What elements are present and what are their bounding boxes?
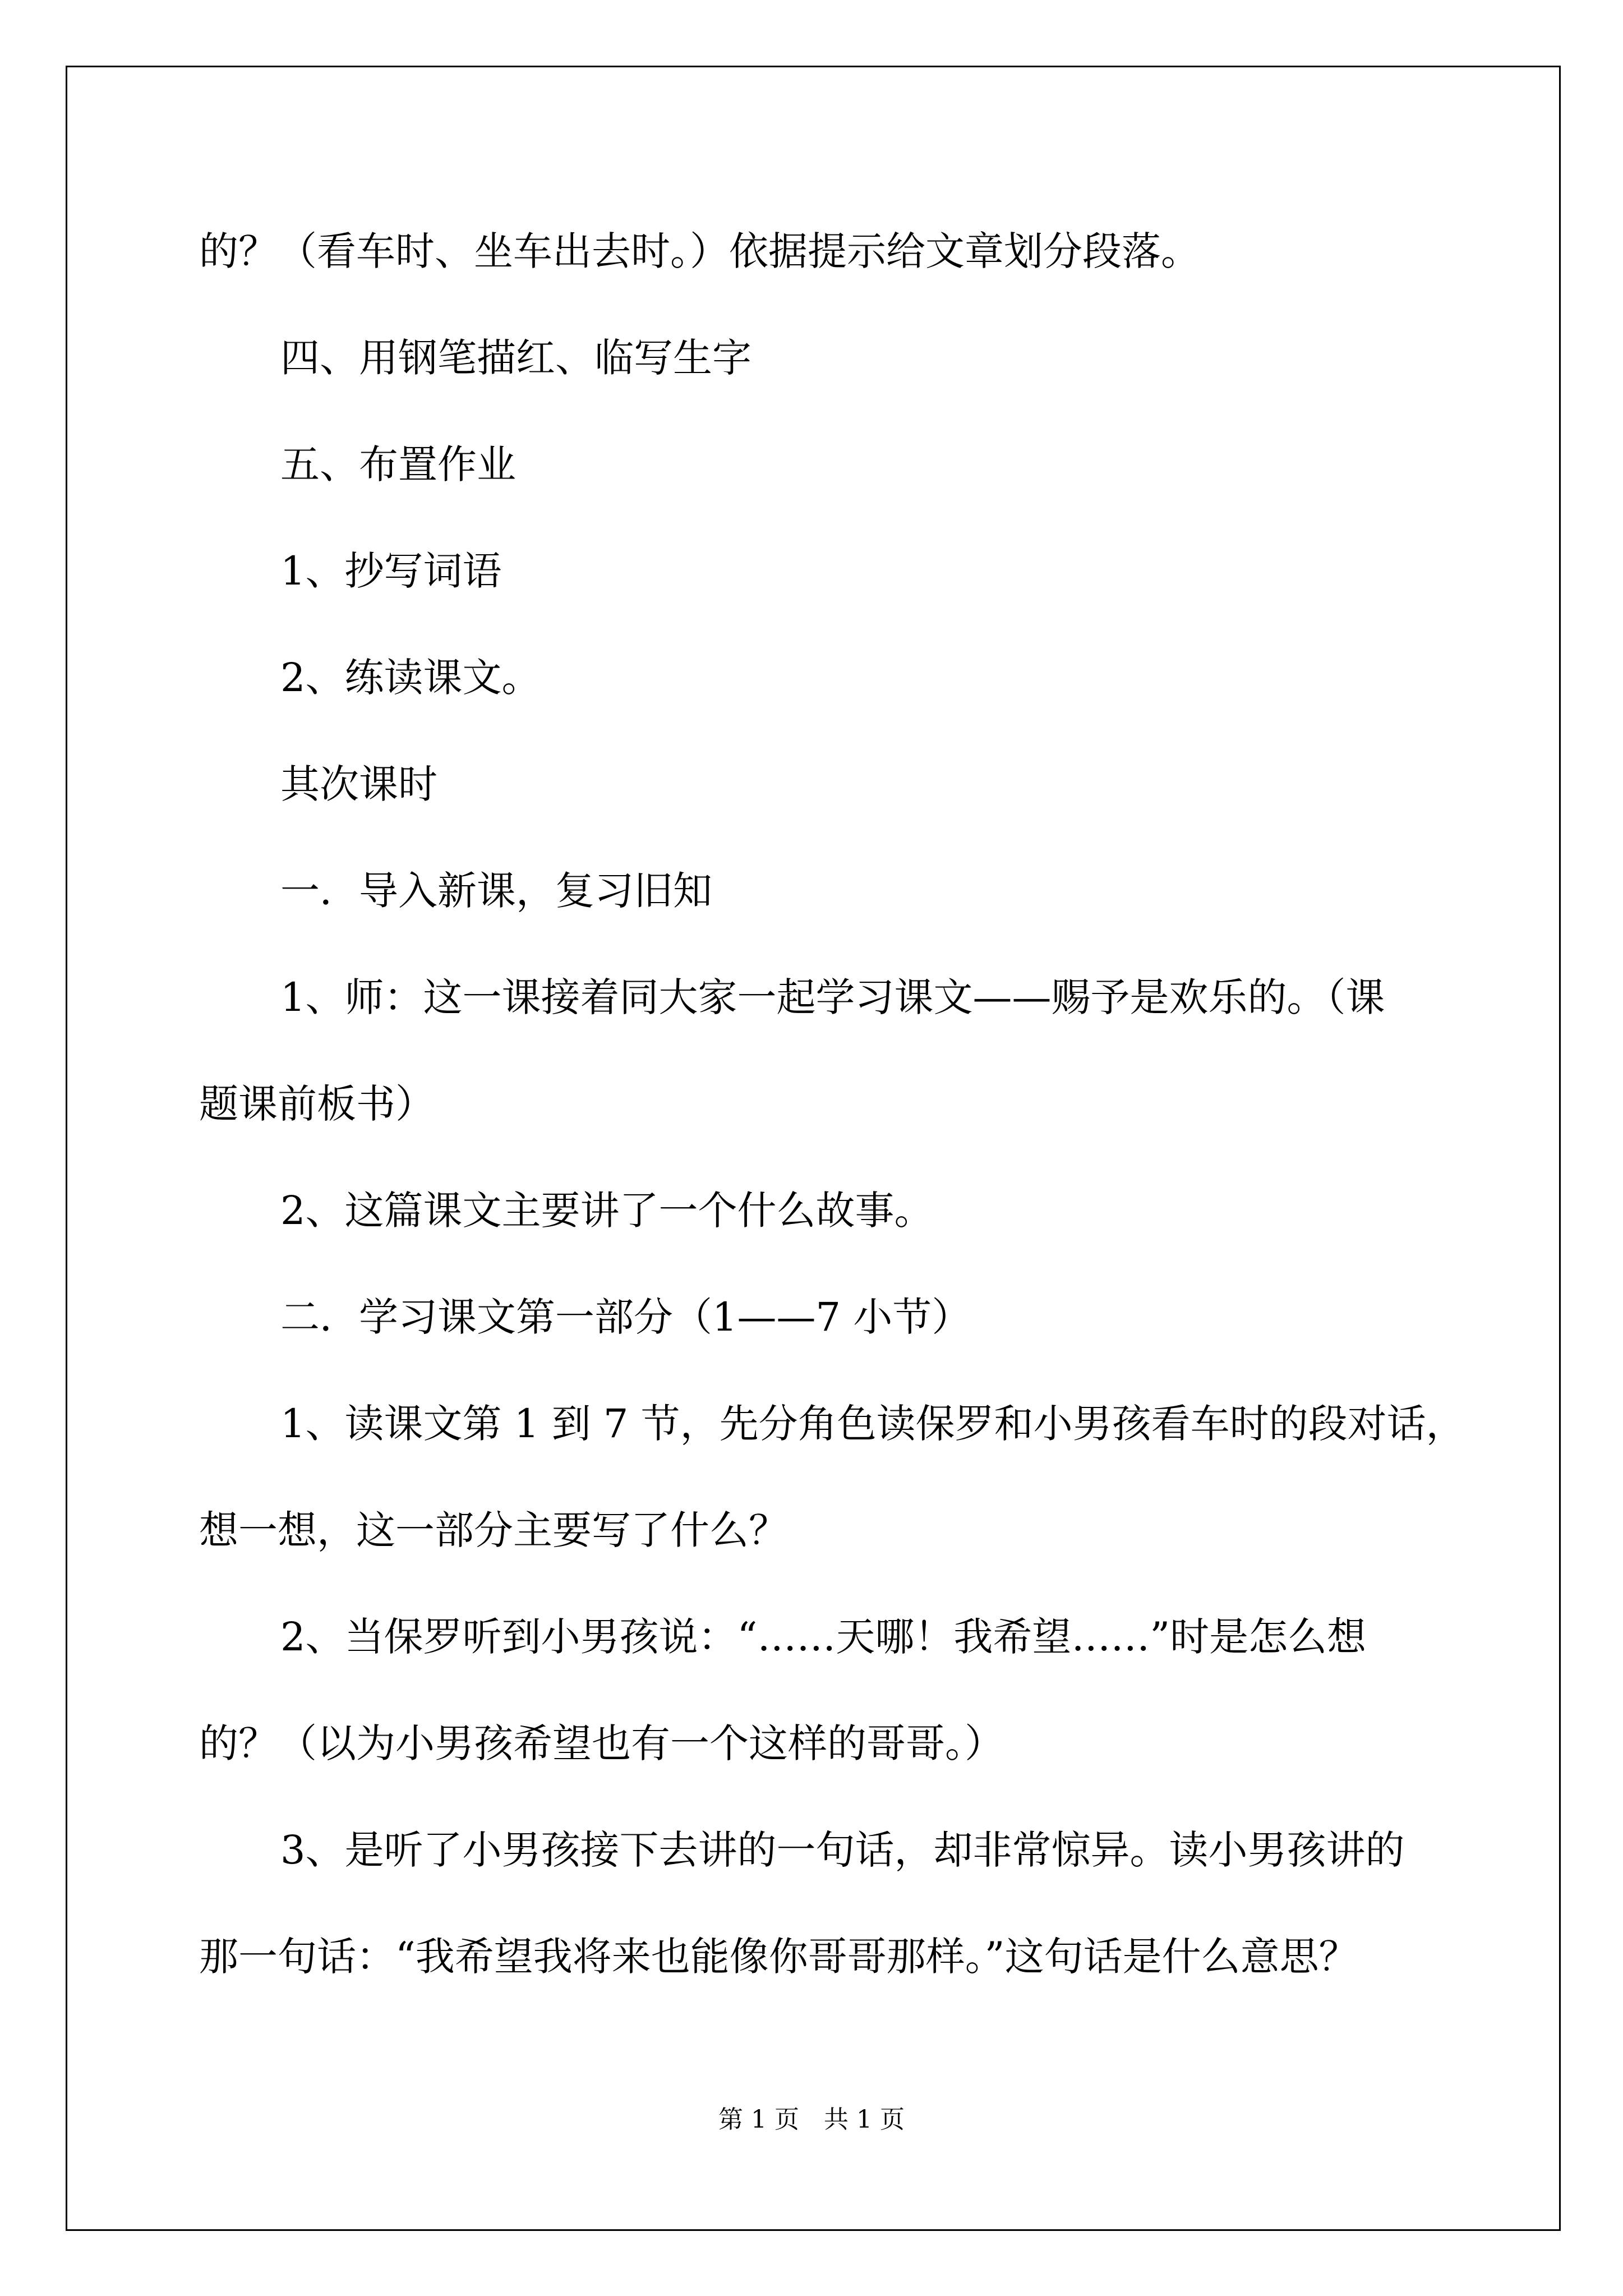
page-footer: 第 1 页 共 1 页 — [718, 2105, 905, 2134]
text-line: 2、练读课文。 — [280, 655, 541, 701]
text-line: 四、用钢笔描红、临写生字 — [280, 335, 751, 381]
text-line: 其次课时 — [280, 761, 437, 807]
text-line: 五、布置作业 — [280, 441, 516, 487]
text-line: 题课前板书） — [199, 1081, 435, 1127]
text-line: 1、抄写词语 — [280, 548, 502, 594]
text-line: 1、师：这一课接着同大家一起学习课文——赐予是欢乐的。（课 — [280, 974, 1385, 1020]
text-line: 2、当保罗听到小男孩说：“……天哪！我希望……”时是怎么想 — [280, 1614, 1367, 1660]
text-line: 那一句话：“我希望我将来也能像你哥哥那样。”这句话是什么意思？ — [199, 1934, 1358, 1980]
text-line: 一．导入新课，复习旧知 — [280, 868, 712, 914]
text-line: 的？（看车时、坐车出去时。）依据提示给文章划分段落。 — [199, 228, 1200, 274]
text-line: 1、读课文第 1 到 7 节，先分角色读保罗和小男孩看车时的段对话， — [280, 1401, 1465, 1447]
page-border — [66, 66, 1561, 2231]
text-line: 二．学习课文第一部分（1——7 小节） — [280, 1294, 971, 1340]
text-line: 的？（以为小男孩希望也有一个这样的哥哥。） — [199, 1720, 1004, 1766]
text-line: 想一想，这一部分主要写了什么？ — [199, 1507, 788, 1553]
text-line: 3、是听了小男孩接下去讲的一句话，却非常惊异。读小男孩讲的 — [280, 1827, 1405, 1873]
text-line: 2、这篇课文主要讲了一个什么故事。 — [280, 1188, 934, 1234]
